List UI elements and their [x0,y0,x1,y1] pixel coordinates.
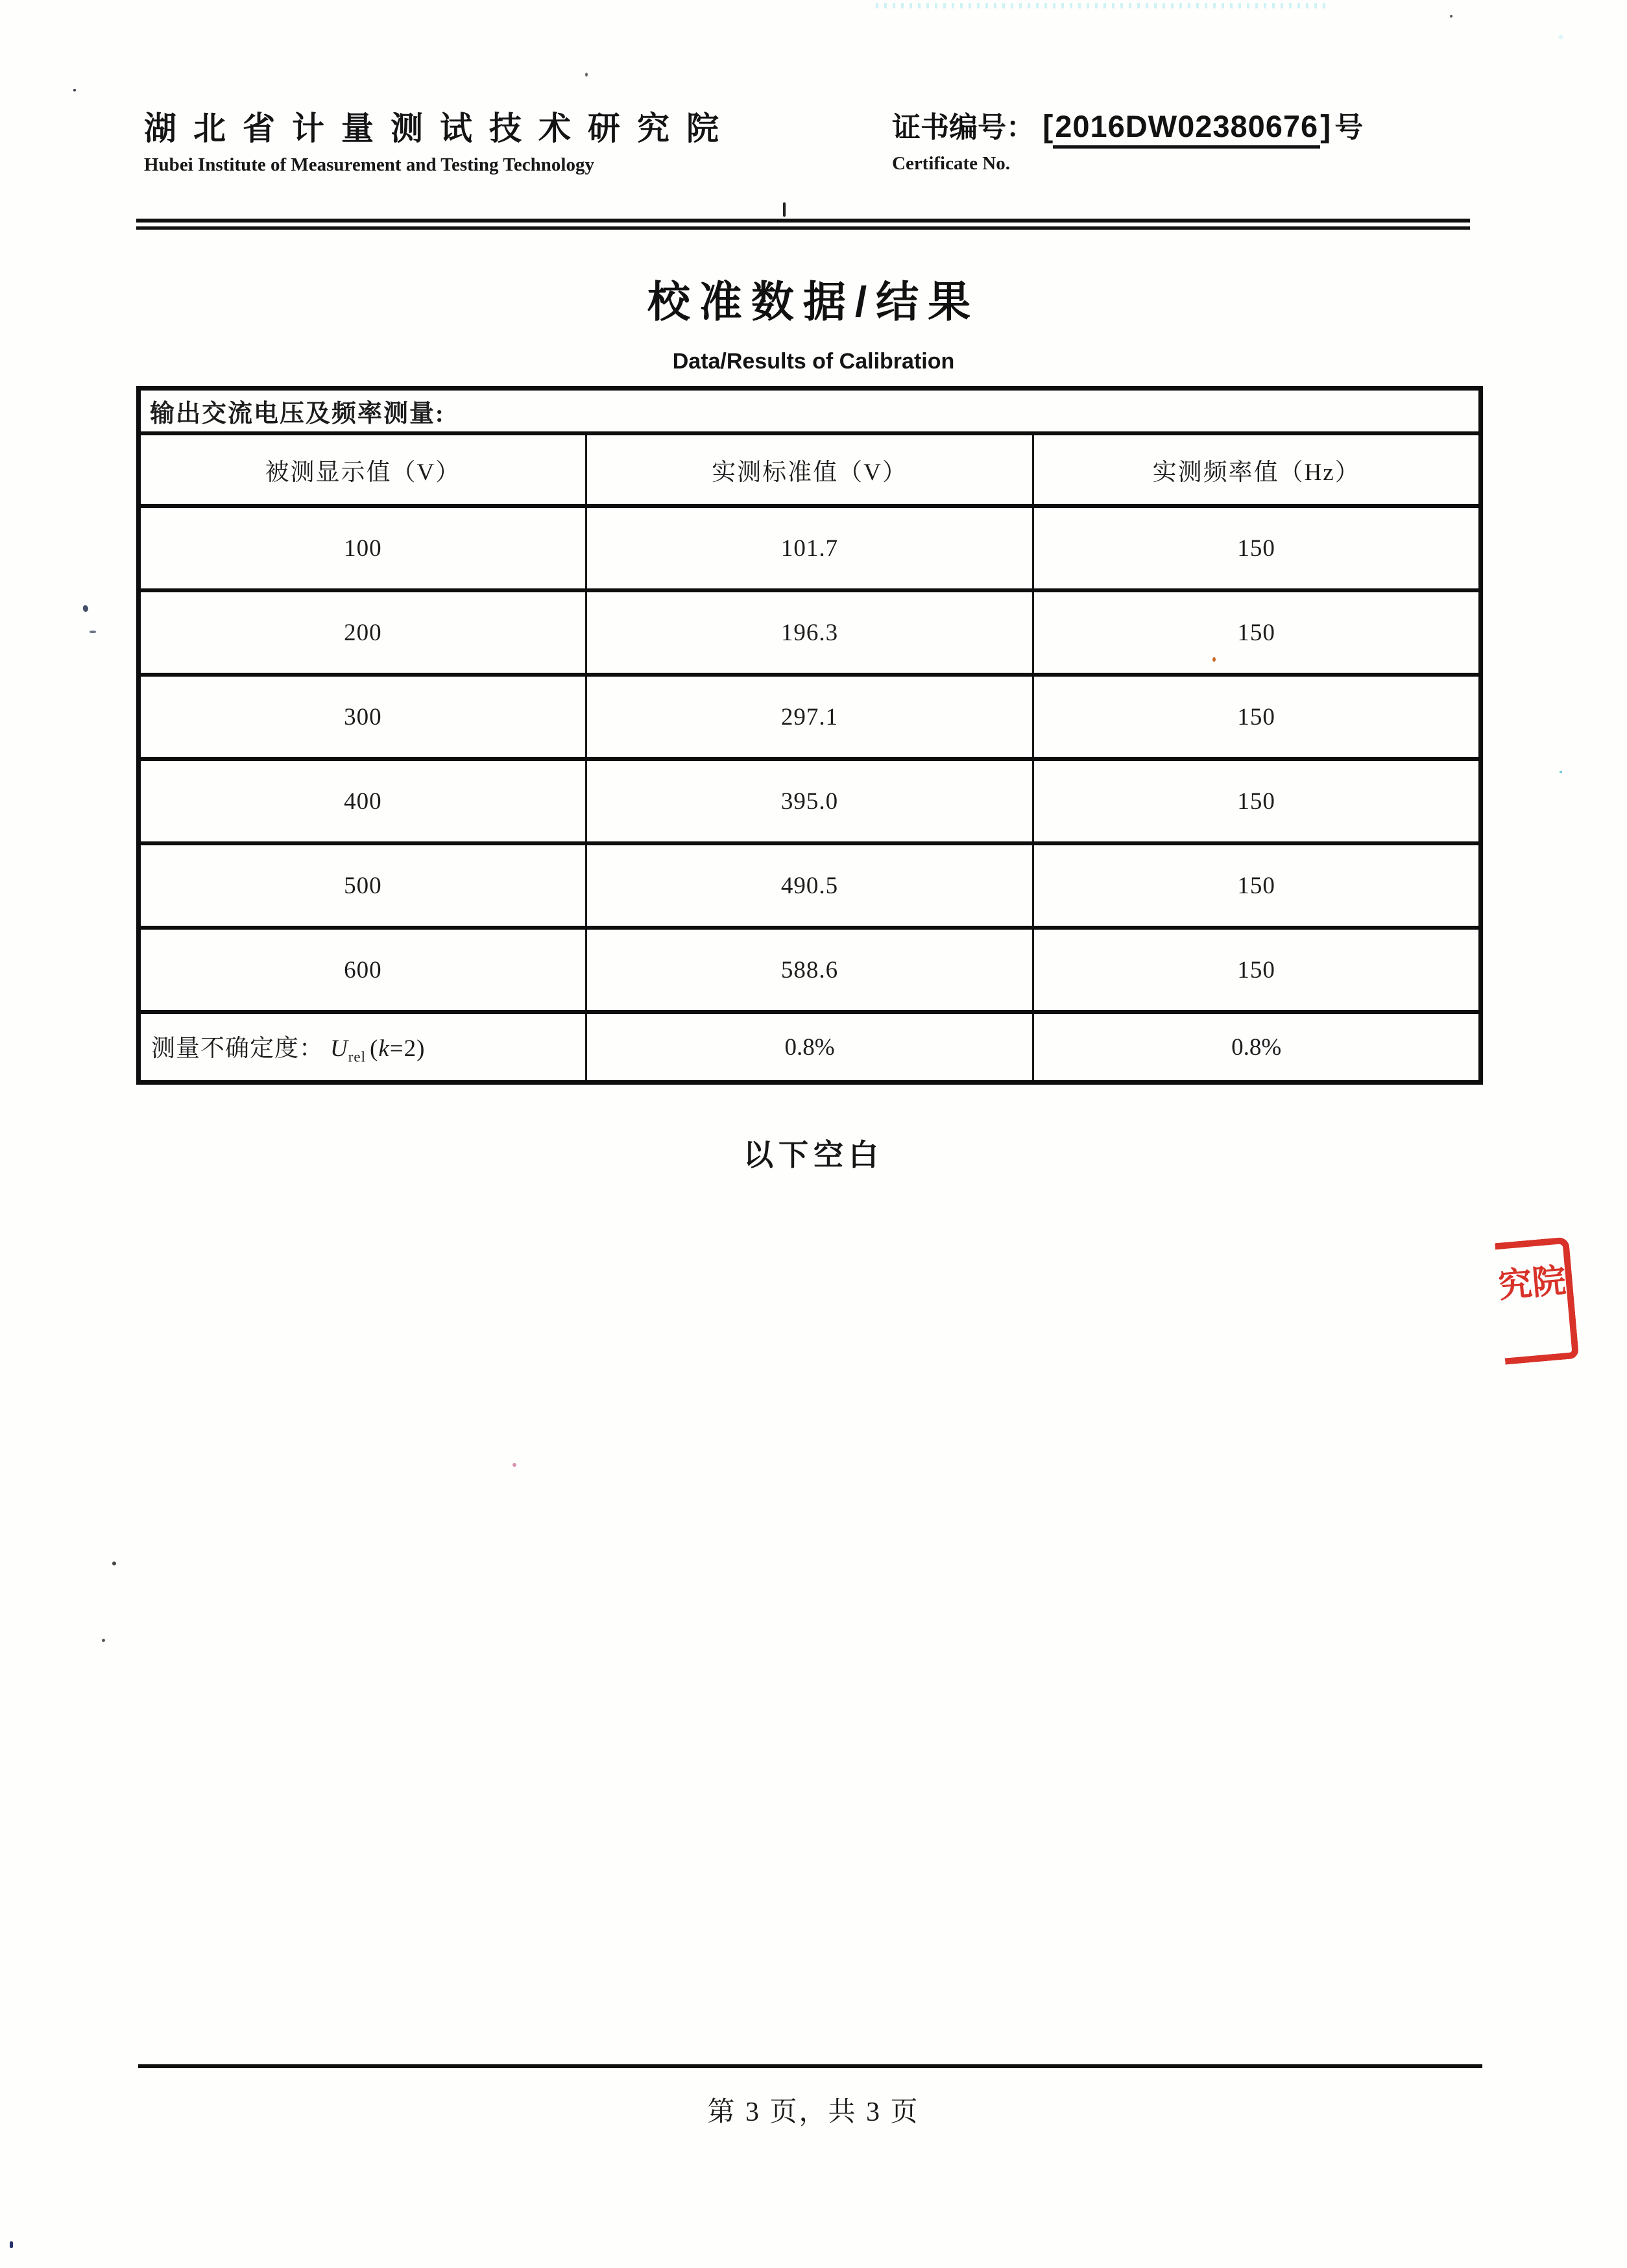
page-title-cn: 校准数据/结果 [647,278,980,326]
cert-number-digits: 2016DW02380676 [1053,109,1320,149]
table-cell: 196.3 [586,590,1033,675]
uncertainty-label-cell [139,1012,586,1083]
table-cell: 490.5 [586,843,1033,928]
scan-speck [1212,657,1216,662]
cert-number-label-cn: 证书编号： [892,112,1035,143]
cert-block [892,104,1363,175]
header-divider-rule [136,219,1470,230]
official-stamp-fragment [1495,1237,1579,1364]
u-subscript: rel [348,1048,366,1065]
table-cell: 200 [139,590,586,675]
org-name-en: Hubei Institute of Measurement and Testing Technology [144,154,594,175]
table-section-label: 输出交流电压及频率测量: [139,389,1481,434]
k-paren-open: ( [370,1035,379,1063]
uncertainty-value-frequency: 0.8% [1033,1012,1481,1083]
cert-suffix: 号 [1334,112,1364,143]
table-cell: 588.6 [586,928,1033,1012]
k-italic: k [378,1035,390,1063]
cert-bracket-open: [ [1042,110,1054,144]
table-cell: 150 [1033,843,1481,928]
calibration-table [136,386,1483,1085]
table-row [139,675,1481,759]
table-cell: 300 [139,675,586,759]
page-number: 第 3 页，共 3 页 [707,2097,920,2127]
u-italic: U [330,1035,348,1063]
table-cell: 600 [139,928,586,1012]
column-header-measured-standard: 实测标准值（V） [586,433,1033,506]
page-title-en: Data/Results of Calibration [672,349,955,374]
column-header-displayed-value: 被测显示值（V） [139,433,586,506]
org-name-cn: 湖北省计量测试技术研究院 [144,110,736,147]
table-cell: 150 [1033,675,1481,759]
org-block [144,103,736,176]
scan-speck [73,89,76,91]
scan-speck [512,1463,516,1467]
table-cell: 150 [1033,928,1481,1012]
scan-speck [585,73,588,77]
scan-speck [102,1639,105,1642]
table-cell: 101.7 [586,506,1033,590]
cert-bracket-close: ] [1320,110,1331,144]
table-cell: 150 [1033,506,1481,590]
uncertainty-u-symbol [330,1035,366,1065]
footer-divider-rule [138,2064,1482,2068]
k-expression [370,1035,425,1062]
table-cell: 500 [139,843,586,928]
table-cell: 395.0 [586,759,1033,843]
scan-edge-noise [876,3,1330,8]
scan-speck [90,631,96,633]
uncertainty-label: 测量不确定度： [151,1035,324,1063]
table-header-row [139,433,1481,506]
stamp-text: 究院 [1497,1262,1568,1305]
scan-speck [83,605,88,612]
cert-number-line [892,104,1363,145]
table-row [139,590,1481,675]
uncertainty-value-voltage: 0.8% [586,1012,1033,1083]
table-cell: 150 [1033,759,1481,843]
table-row [139,928,1481,1012]
scan-speck [1450,15,1452,18]
table-cell: 100 [139,506,586,590]
table-cell: 400 [139,759,586,843]
table-section-row [139,389,1481,434]
scan-speck [10,2241,13,2248]
scan-speck [783,202,786,217]
table-cell: 297.1 [586,675,1033,759]
scan-speck [1560,771,1562,773]
k-rest: =2) [389,1035,426,1063]
table-row [139,506,1481,590]
table-row [139,843,1481,928]
scan-edge-noise [1525,19,1615,78]
cert-number-label-en: Certificate No. [892,153,1010,174]
column-header-measured-frequency: 实测频率值（Hz） [1033,433,1481,506]
scan-speck [112,1562,116,1565]
table-cell: 150 [1033,590,1481,675]
blank-below-note: 以下空白 [743,1139,884,1172]
uncertainty-row [139,1012,1481,1083]
table-row [139,759,1481,843]
